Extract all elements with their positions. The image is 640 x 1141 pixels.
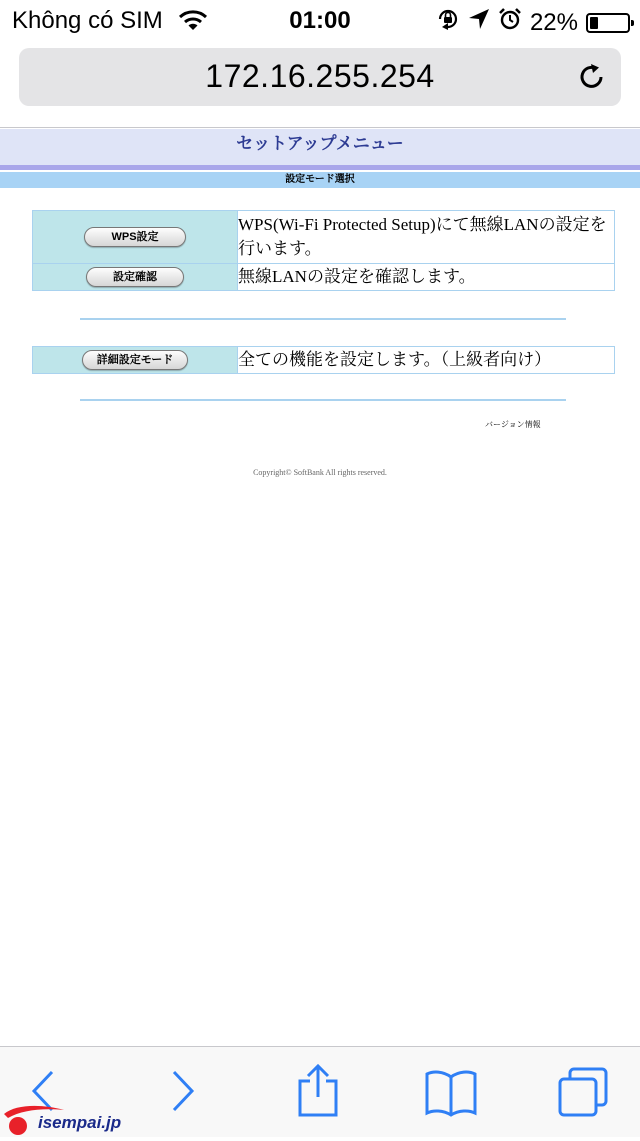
forward-icon[interactable]	[170, 1069, 196, 1118]
watermark-text: isempai.jp	[38, 1113, 122, 1132]
bookmarks-icon[interactable]	[424, 1069, 478, 1122]
clock: 01:00	[289, 7, 351, 34]
version-info-link[interactable]: バージョン情報	[485, 420, 541, 429]
wps-description: WPS(Wi-Fi Protected Setup)にて無線LANの設定を行います。	[238, 211, 615, 264]
section-title: 設定モード選択	[0, 172, 640, 188]
address-bar[interactable]	[19, 48, 621, 106]
status-bar	[0, 0, 640, 40]
menu-row-advanced	[33, 347, 615, 374]
battery-percent: 22%	[529, 8, 578, 36]
separator-line	[80, 399, 566, 401]
carrier-label: Không có SIM	[12, 7, 163, 34]
advanced-description: 全ての機能を設定します。（上級者向け）	[238, 347, 615, 374]
url-text[interactable]: 172.16.255.254	[205, 58, 435, 94]
copyright-text: Copyright© SoftBank All rights reserved.	[253, 468, 387, 477]
tabs-icon[interactable]	[556, 1065, 610, 1124]
alarm-icon	[498, 7, 522, 38]
wps-setting-button[interactable]: WPS設定	[84, 227, 186, 247]
header-divider	[0, 165, 640, 170]
location-icon	[468, 8, 490, 37]
menu-button-cell	[33, 347, 238, 374]
menu-row-check	[33, 264, 615, 291]
menu-button-cell	[33, 211, 238, 264]
battery-icon	[586, 13, 630, 33]
advanced-table	[32, 346, 615, 374]
reload-icon[interactable]	[577, 62, 607, 97]
orientation-lock-icon	[436, 7, 460, 38]
menu-button-cell	[33, 264, 238, 291]
check-description: 無線LANの設定を確認します。	[238, 264, 615, 291]
advanced-setting-button[interactable]: 詳細設定モード	[82, 350, 188, 370]
menu-row-wps	[33, 211, 615, 264]
page-title: セットアップメニュー	[0, 129, 640, 165]
check-setting-button[interactable]: 設定確認	[86, 267, 184, 287]
separator-line	[80, 318, 566, 320]
divider	[0, 127, 640, 128]
share-icon[interactable]	[296, 1063, 340, 1122]
menu-table	[32, 210, 615, 291]
